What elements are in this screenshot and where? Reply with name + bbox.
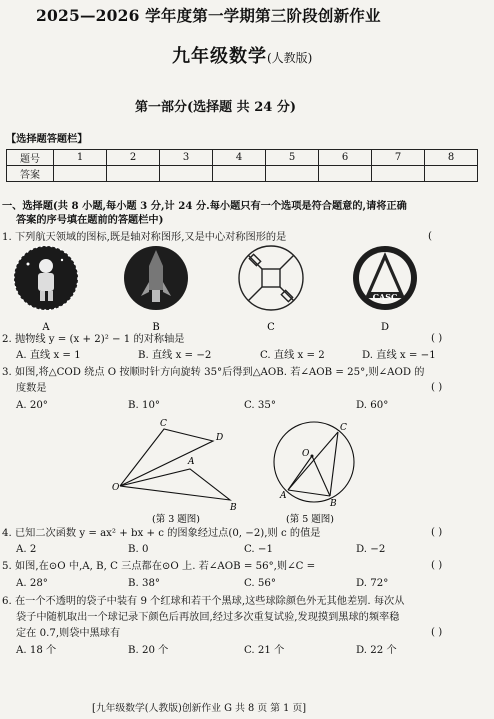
answer-cell[interactable] [107,166,160,182]
page-footer: [九年级数学(人教版)创新作业 G 共 8 页 第 1 页] [92,703,307,714]
q5-option-b: B. 38° [128,578,161,589]
answer-cell[interactable] [425,166,478,182]
figure-3 [100,414,250,524]
fig5-caption: (第 5 题图) [286,514,334,524]
casc-logo-text: CASC [372,292,398,302]
answer-cell[interactable] [266,166,319,182]
q4-option-b: B. 0 [128,544,149,555]
q3-answer-paren: ( ) [431,382,443,393]
q2-option-d: D. 直线 x = −1 [362,350,436,361]
question-number-cell: 6 [319,150,372,166]
q2-option-a: A. 直线 x = 1 [16,350,81,361]
q4-option-a: A. 2 [16,544,37,555]
q1-label-b: B [152,322,160,332]
icon-b-rocket-icon [124,246,188,310]
q2-option-b: B. 直线 x = −2 [138,350,212,361]
question-number-cell: 7 [372,150,425,166]
q6-option-a: A. 18 个 [16,645,57,656]
answer-cell[interactable] [372,166,425,182]
q6-stem-line3: 定在 0.7,则袋中黑球有 [16,628,121,639]
fig3-label-c: C [160,419,167,429]
question-number-cell: 3 [160,150,213,166]
fig5-label-b: B [330,499,337,509]
q3-option-c: C. 35° [244,400,276,411]
q1-label-c: C [267,322,275,332]
q5-option-c: C. 56° [244,578,276,589]
question-number-cell: 5 [266,150,319,166]
q2-stem: 2. 抛物线 y = (x + 2)² − 1 的对称轴是 [2,334,185,345]
row-label-answer: 答案 [7,166,54,182]
fig3-caption: (第 3 题图) [152,514,200,524]
q3-option-d: D. 60° [356,400,389,411]
q3-stem-line2: 度数是 [16,383,47,394]
q1-stem: 1. 下列航天领域的图标,既是轴对称图形,又是中心对称图形的是 [2,232,287,243]
fig3-label-o: O [112,483,120,493]
question-number-cell: 8 [425,150,478,166]
q6-stem-line2: 袋子中随机取出一个球记录下颜色后再放回,经过多次重复试验,发现摸到黑球的频率稳 [16,612,400,623]
q1-label-d: D [380,322,390,332]
section-intro-line2: 答案的序号填在题前的答题栏中) [16,214,164,226]
answer-cell[interactable] [160,166,213,182]
q4-stem: 4. 已知二次函数 y = ax² + bx + c 的图象经过点(0, −2),则 c 的值是 [2,528,321,539]
subject-title [172,42,312,68]
answer-cell[interactable] [319,166,372,182]
q2-answer-paren: ( ) [431,333,443,344]
answer-sheet-table [6,149,478,182]
figure-5 [264,414,374,524]
answer-cell[interactable] [54,166,107,182]
q4-answer-paren: ( ) [431,527,443,538]
q6-answer-paren: ( ) [431,627,443,638]
q4-option-c: C. −1 [244,544,273,555]
part-title: 第一部分(选择题 共 24 分) [135,100,296,115]
q5-stem: 5. 如图,在⊙O 中,A, B, C 三点都在⊙O 上. 若∠AOB = 56°,则∠C = [2,561,316,572]
q5-option-a: A. 28° [16,578,48,589]
answer-sheet-number-row [7,150,478,166]
q6-option-b: B. 20 个 [128,645,169,656]
answer-sheet-title: 【选择题答题栏】 [6,133,88,145]
q6-option-d: D. 22 个 [356,645,397,656]
question-number-cell: 4 [213,150,266,166]
edition-label: (人教版) [267,51,313,65]
q1-icons [0,244,494,332]
q3-option-b: B. 10° [128,400,161,411]
answer-cell[interactable] [213,166,266,182]
fig5-label-a: A [280,491,287,501]
q2-option-c: C. 直线 x = 2 [260,350,325,361]
q6-stem-line1: 6. 在一个不透明的袋子中装有 9 个红球和若干个黑球,这些球除颜色外无其他差别. 每次从 [2,596,405,607]
question-number-cell: 1 [54,150,107,166]
fig3-label-d: D [216,433,224,443]
fig5-label-c: C [340,423,347,433]
q3-option-a: A. 20° [16,400,48,411]
q3-stem-line1: 3. 如图,将△COD 绕点 O 按顺时针方向旋转 35°后得到△AOB. 若∠AOB = 25°,则∠AOD 的 [2,367,425,378]
q4-option-d: D. −2 [356,544,386,555]
q1-answer-paren: ( [428,231,432,242]
q1-label-a: A [42,322,50,332]
fig3-label-a: A [188,457,195,467]
fig5-label-o: O [302,449,310,459]
row-label-number: 题号 [7,150,54,166]
icon-d-casc-logo-icon [353,246,417,310]
q5-option-d: D. 72° [356,578,389,589]
icon-a-astronaut-icon [14,246,78,310]
q6-option-c: C. 21 个 [244,645,285,656]
section-intro-line1: 一、选择题(共 8 小题,每小题 3 分,计 24 分.每小题只有一个选项是符合题意的,请将正确 [2,200,407,212]
exam-title: 2025—2026 学年度第一学期第三阶段创新作业 [36,6,381,25]
answer-sheet-answer-row [7,166,478,182]
q5-answer-paren: ( ) [431,560,443,571]
icon-c-satellite-icon [239,246,303,310]
fig3-label-b: B [230,503,237,513]
question-number-cell: 2 [107,150,160,166]
subject-name: 九年级数学 [172,46,267,67]
